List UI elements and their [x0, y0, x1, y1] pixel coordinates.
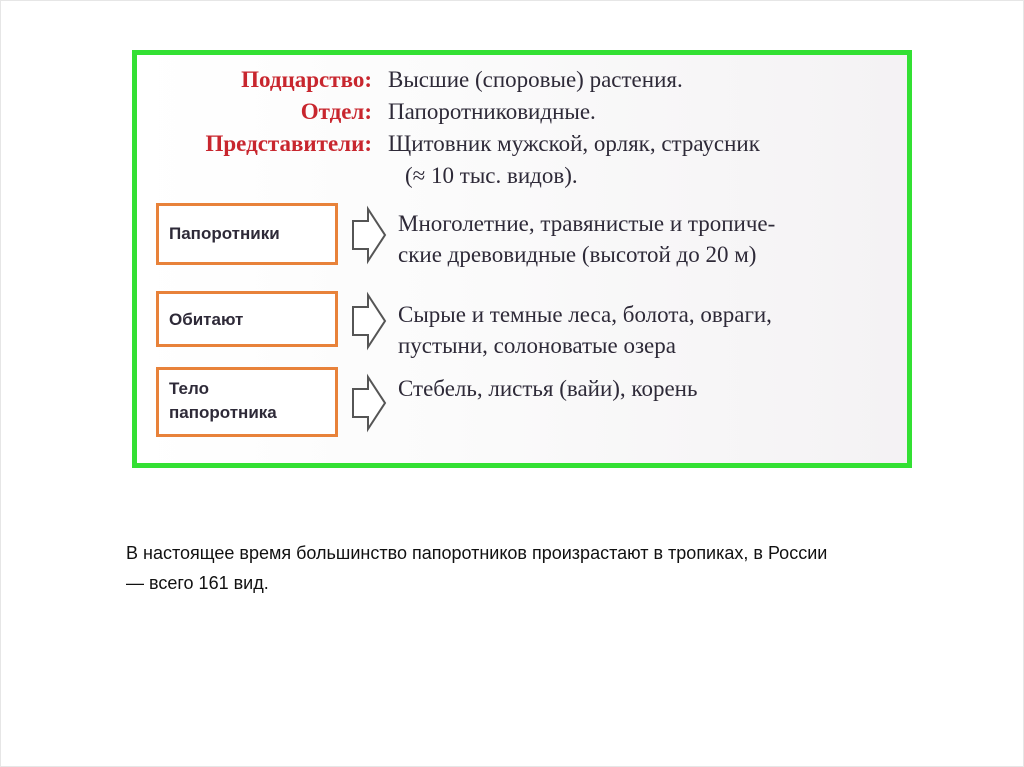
- fern-body-box: [156, 367, 338, 437]
- habitat-box-label: Обитают: [169, 310, 244, 329]
- representatives-value: Щитовник мужской, орляк, страусник: [388, 131, 760, 156]
- fern-body-label-line-1: Тело: [169, 379, 209, 398]
- division-label: Отдел:: [300, 99, 372, 124]
- ferns-box-label: Папоротники: [169, 224, 280, 243]
- ferns-desc-line-2: ские древовидные (высотой до 20 м): [398, 242, 757, 267]
- habitat-desc-line-2: пустыни, солоноватые озера: [398, 333, 676, 358]
- ferns-box: [156, 203, 338, 265]
- species-count: (≈ 10 тыс. видов).: [405, 163, 578, 188]
- ferns-desc-line-1: Многолетние, травянистые и тропиче-: [398, 211, 776, 236]
- division-value: Папоротниковидные.: [388, 99, 596, 124]
- representatives-label: Представители:: [205, 131, 372, 156]
- habitat-box: [156, 291, 338, 347]
- habitat-desc-line-1: Сырые и темные леса, болота, овраги,: [398, 302, 772, 327]
- arrow-right-icon: [350, 291, 388, 351]
- caption-text: В настоящее время большинство папоротников произрастают в тропиках, в России — всего 161 вид.: [126, 543, 828, 593]
- arrow-right-icon: [350, 373, 388, 433]
- info-panel: [132, 50, 912, 468]
- info-panel-body: [137, 55, 907, 463]
- fern-body-label-line-2: папоротника: [169, 403, 277, 422]
- fern-body-desc: Стебель, листья (вайи), корень: [398, 376, 698, 401]
- subkingdom-label: Подцарство:: [241, 67, 372, 92]
- arrow-right-icon: [350, 205, 388, 265]
- subkingdom-value: Высшие (споровые) растения.: [388, 67, 683, 92]
